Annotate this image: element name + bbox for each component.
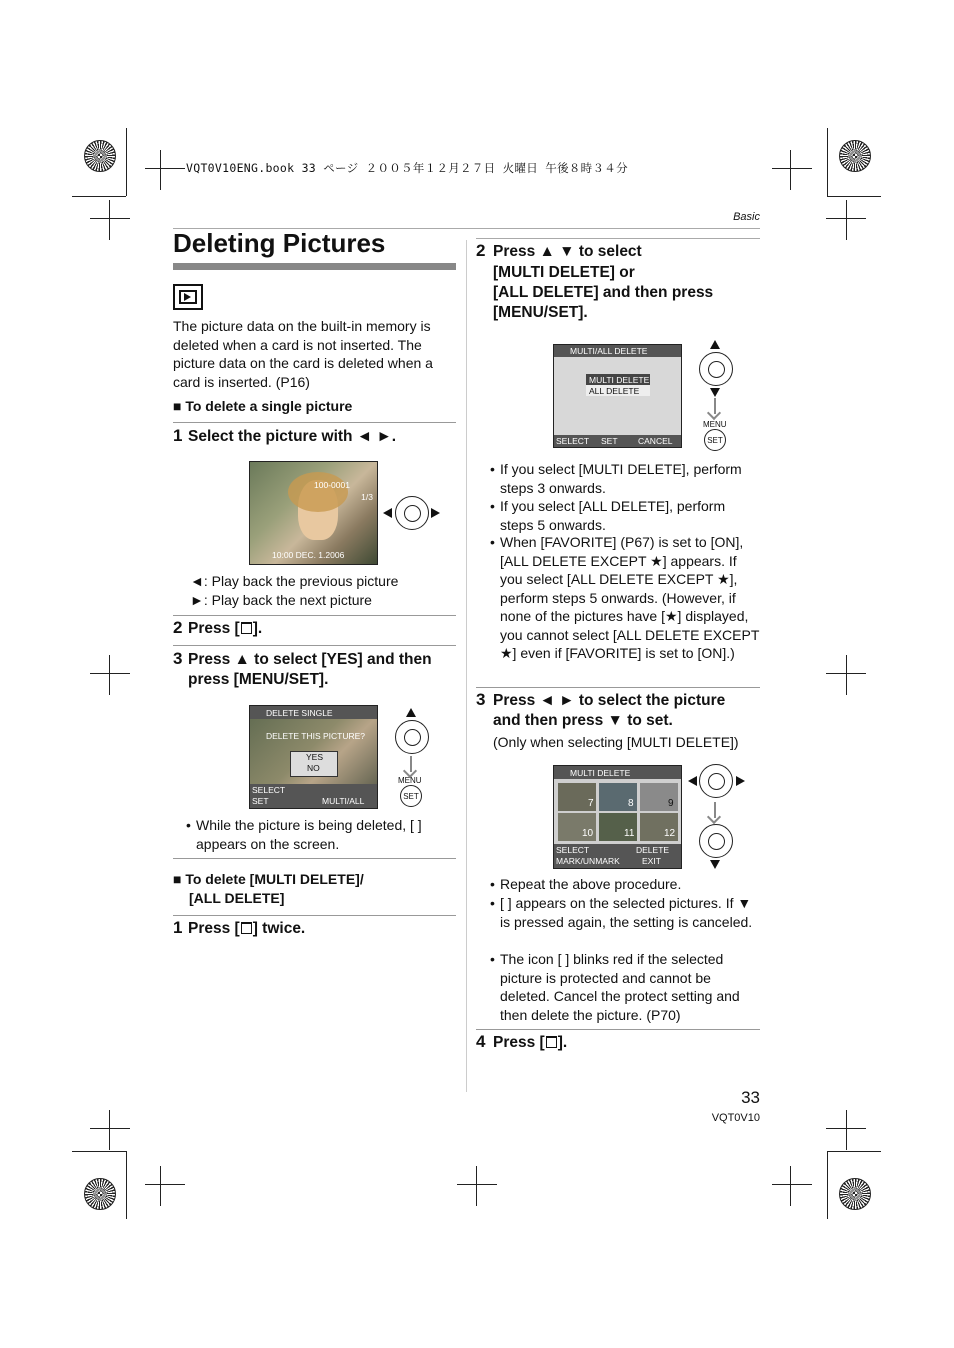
- cursor-pad-icon: [699, 352, 733, 386]
- single-heading: ■ To delete a single picture: [173, 398, 353, 414]
- up-arrow-icon: [406, 708, 416, 717]
- screen-header: MULTI/ALL DELETE: [570, 346, 648, 356]
- step-number: 1: [173, 426, 183, 445]
- step-number: 1: [173, 918, 183, 937]
- divider: [173, 915, 456, 916]
- file-number: 100-0001: [314, 480, 350, 490]
- playback-mode-icon: [173, 284, 203, 310]
- multi-heading: ■ To delete [MULTI DELETE]/: [173, 871, 364, 887]
- menu-label: MENU: [398, 776, 422, 785]
- option-all-delete: ALL DELETE: [589, 386, 640, 396]
- picture-count: 1/3: [361, 492, 373, 502]
- divider: [476, 238, 760, 239]
- bullet: • If you select [MULTI DELETE], perform steps 3 onwards.: [490, 461, 742, 496]
- divider: [173, 422, 456, 423]
- column-divider: [466, 240, 467, 1092]
- bullet: • [ ] appears on the selected pictures. If ▼ is pressed again, the setting is canceled.: [490, 895, 753, 930]
- page-number: 33: [741, 1088, 760, 1107]
- legend-prev: ◄: Play back the previous picture: [190, 573, 399, 589]
- multi-all-label: MULTI/ALL: [322, 796, 365, 806]
- title-underline: [173, 263, 456, 270]
- left-arrow-icon: [383, 508, 392, 518]
- option-no: NO: [307, 763, 320, 773]
- down-arrow-icon: [710, 860, 720, 869]
- cancel-label: CANCEL: [638, 436, 673, 446]
- print-header: VQT0V10ENG.book 33 ページ ２００５年１２月２７日 火曜日 午後８時３４分: [186, 161, 628, 175]
- cursor-pad-icon: [395, 720, 429, 754]
- screen-header: DELETE SINGLE: [266, 708, 333, 718]
- step-text: Press [ ].: [188, 620, 263, 637]
- step-number: 3: [476, 690, 486, 709]
- section-tag: Basic: [733, 211, 760, 223]
- delete-question: DELETE THIS PICTURE?: [266, 731, 366, 741]
- option-yes: YES: [306, 752, 324, 762]
- legend-next: ►: Play back the next picture: [190, 592, 372, 608]
- down-arrow-icon: [714, 802, 716, 818]
- doc-code: VQT0V10: [711, 1112, 760, 1124]
- step-text-line4: [MENU/SET].: [493, 304, 588, 321]
- divider: [173, 858, 456, 859]
- trash-icon: [241, 622, 252, 634]
- thumb-number: 12: [664, 828, 676, 839]
- camera-screen-multi-delete: [553, 765, 682, 869]
- down-arrow-icon: [410, 756, 412, 772]
- exit-label: EXIT: [642, 856, 661, 866]
- step-text-line1: Press ▲ ▼ to select: [493, 243, 642, 260]
- select-label: SELECT: [556, 845, 590, 855]
- set-label: SET: [252, 796, 269, 806]
- step-text-line3: [ALL DELETE] and then press: [493, 284, 714, 301]
- step-text-line1: Press ◄ ► to select the picture: [493, 692, 726, 709]
- select-label: SELECT: [556, 436, 590, 446]
- date-stamp: 10:00 DEC. 1.2006: [272, 550, 345, 560]
- trash-icon: [241, 922, 252, 934]
- menu-label: MENU: [703, 420, 727, 429]
- intro-text: The picture data on the built-in memory is deleted when a card is not inserted. The picture data on the card is deleted when a card is inserted. (P16): [173, 318, 433, 390]
- bullet: • If you select [ALL DELETE], perform steps 5 onwards.: [490, 498, 726, 533]
- thumb-number: 7: [588, 798, 594, 809]
- bullet: • Repeat the above procedure.: [490, 876, 682, 892]
- select-label: SELECT: [252, 785, 286, 795]
- bullet: • The icon [ ] blinks red if the selected picture is protected and cannot be deleted. Cancel the protect setting and then delete the picture. (P70): [490, 951, 740, 1023]
- page-title: Deleting Pictures: [173, 228, 386, 258]
- step-sub: (Only when selecting [MULTI DELETE]): [493, 734, 739, 750]
- thumb-number: 8: [628, 798, 634, 809]
- camera-screen-multi-all: [553, 344, 682, 448]
- right-arrow-icon: [431, 508, 440, 518]
- step-text: Press [ ].: [493, 1034, 568, 1051]
- divider: [476, 1029, 760, 1030]
- cursor-pad-icon: [395, 496, 429, 530]
- step-number: 2: [173, 618, 183, 637]
- screen-header: MULTI DELETE: [570, 768, 631, 778]
- option-multi-delete: MULTI DELETE: [589, 375, 650, 385]
- step-text: Press ▲ to select [YES] and then press [MENU/SET].: [188, 651, 432, 688]
- single-note: • While the picture is being deleted, [ ] appears on the screen.: [186, 817, 422, 852]
- delete-label: DELETE: [636, 845, 670, 855]
- set-label: SET: [601, 436, 618, 446]
- thumb-number: 9: [668, 798, 674, 809]
- divider: [173, 615, 456, 616]
- down-arrow-icon: [710, 388, 720, 397]
- step-number: 4: [476, 1032, 486, 1051]
- mark-label: MARK/UNMARK: [556, 856, 620, 866]
- cursor-pad-icon: [699, 824, 733, 858]
- up-arrow-icon: [710, 340, 720, 349]
- multi-heading-2: [ALL DELETE]: [189, 890, 285, 906]
- menu-set-button-icon: SET: [704, 429, 726, 451]
- bullet: • When [FAVORITE] (P67) is set to [ON], [ALL DELETE EXCEPT ★] appears. If you select [ALL DELETE EXCEPT ★], perform steps 5 onwards. (However, if none of the pictures have [★] displayed, you cannot select [ALL DELETE EXCEPT ★] even if [FAVORITE] is set to [ON].): [490, 534, 760, 661]
- step-text: Select the picture with ◄ ►.: [188, 428, 397, 445]
- down-arrow-icon: [714, 398, 716, 414]
- thumb-number: 11: [624, 828, 635, 839]
- menu-set-button-icon: SET: [400, 785, 422, 807]
- left-arrow-icon: [688, 776, 697, 786]
- divider: [476, 687, 760, 688]
- step-number: 2: [476, 241, 486, 260]
- cursor-pad-icon: [699, 764, 733, 798]
- camera-screen-playback: [249, 461, 378, 565]
- right-arrow-icon: [736, 776, 745, 786]
- camera-screen-delete-single: [249, 705, 378, 809]
- thumb-number: 10: [582, 828, 594, 839]
- step-text-line2: and then press ▼ to set.: [493, 712, 673, 729]
- trash-icon: [546, 1036, 557, 1048]
- step-number: 3: [173, 649, 183, 668]
- step-text: Press [ ] twice.: [188, 920, 306, 937]
- divider: [173, 645, 456, 646]
- step-text-line2: [MULTI DELETE] or: [493, 264, 635, 281]
